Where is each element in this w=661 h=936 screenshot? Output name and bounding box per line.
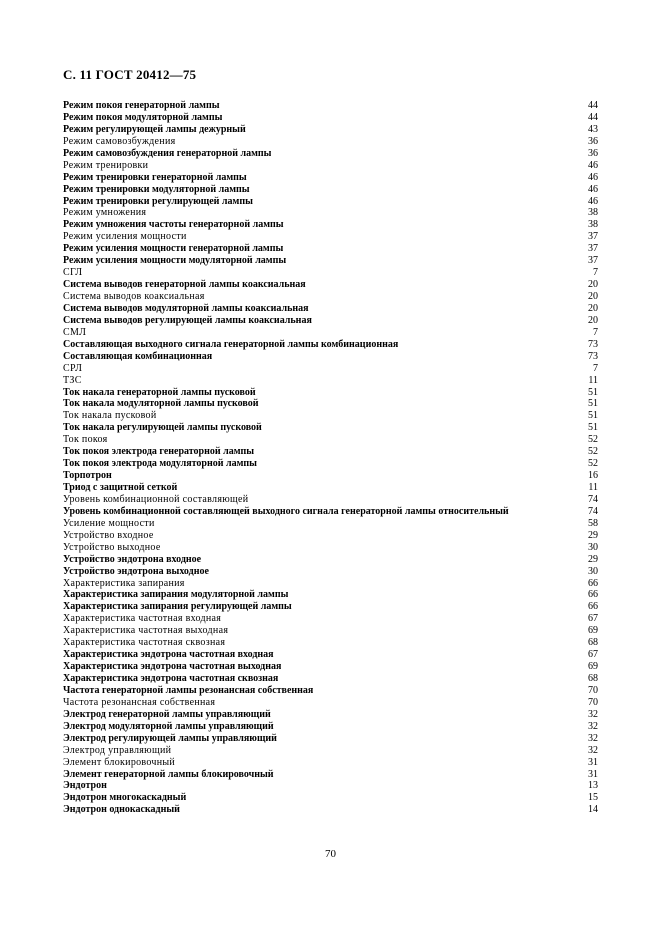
index-page-ref: 52 xyxy=(588,458,598,470)
index-term: СМЛ xyxy=(63,326,87,338)
page-header: С. 11 ГОСТ 20412—75 xyxy=(63,67,197,82)
index-page-ref: 67 xyxy=(588,613,598,625)
index-page-ref: 52 xyxy=(588,446,598,458)
index-page-ref: 36 xyxy=(588,147,598,159)
index-term: Система выводов коаксиальная xyxy=(63,291,205,302)
index-page-ref: 16 xyxy=(588,470,598,482)
index-page-ref: 68 xyxy=(588,637,598,649)
term-index-list xyxy=(63,100,598,816)
index-page-ref: 11 xyxy=(588,482,598,493)
index-page-ref: 32 xyxy=(588,732,598,744)
index-entry xyxy=(63,613,598,625)
index-page-ref: 70 xyxy=(588,696,598,708)
index-term: Частота резонансная собственная xyxy=(63,696,216,708)
index-page-ref: 52 xyxy=(588,434,598,446)
index-term: Уровень комбинационной составляющей xyxy=(63,493,249,505)
index-term: Уровень комбинационной составляющей выходного сигнала генераторной лампы относительный xyxy=(63,505,509,517)
index-term: Режим покоя модуляторной лампы xyxy=(63,111,223,123)
index-term: Электрод модуляторной лампы управляющий xyxy=(63,720,274,732)
index-term: СРЛ xyxy=(63,362,83,374)
index-page-ref: 46 xyxy=(588,171,598,183)
index-term: Режим регулирующей лампы дежурный xyxy=(63,123,246,135)
index-entry xyxy=(63,136,598,148)
index-page-ref: 14 xyxy=(588,804,598,816)
index-entry xyxy=(63,721,598,733)
index-entry xyxy=(63,327,598,339)
index-page-ref: 20 xyxy=(588,291,598,302)
index-term: Режим усиления мощности генераторной лампы xyxy=(63,243,284,255)
index-term: Характеристика запирания xyxy=(63,577,185,589)
index-entry xyxy=(63,243,598,255)
index-term: Составляющая выходного сигнала генераторной лампы комбинационная xyxy=(63,338,399,350)
index-term: Характеристика запирания регулирующей лампы xyxy=(63,601,292,613)
index-page-ref: 46 xyxy=(588,183,598,195)
index-entry xyxy=(63,100,598,112)
index-term: Триод с защитной сеткой xyxy=(63,482,178,493)
index-entry xyxy=(63,196,598,208)
index-entry xyxy=(63,422,598,434)
index-entry xyxy=(63,112,598,124)
index-entry xyxy=(63,148,598,160)
index-term: Характеристика частотная сквозная xyxy=(63,637,226,649)
index-term: Элемент блокировочный xyxy=(63,756,176,768)
index-page-ref: 46 xyxy=(588,159,598,171)
index-term: Устройство эндотрона входное xyxy=(63,553,202,565)
index-page-ref: 51 xyxy=(588,410,598,422)
index-entry xyxy=(63,733,598,745)
index-term: Электрод регулирующей лампы управляющий xyxy=(63,732,277,744)
index-entry xyxy=(63,446,598,458)
index-page-ref: 66 xyxy=(588,577,598,589)
index-page-ref: 32 xyxy=(588,720,598,732)
index-page-ref: 30 xyxy=(588,541,598,553)
index-term: Электрод управляющий xyxy=(63,744,172,756)
index-term: Режим тренировки модуляторной лампы xyxy=(63,183,250,195)
index-term: Характеристика эндотрона частотная сквозная xyxy=(63,673,279,684)
index-term: Система выводов модуляторной лампы коаксиальная xyxy=(63,302,309,314)
index-term: Ток покоя xyxy=(63,434,108,446)
index-term: Режим усиления мощности модуляторной лампы xyxy=(63,255,287,267)
index-page-ref: 15 xyxy=(588,792,598,804)
index-page-ref: 32 xyxy=(588,708,598,720)
index-term: Режим тренировки регулирующей лампы xyxy=(63,195,253,207)
index-entry xyxy=(63,231,598,243)
index-entry xyxy=(63,637,598,649)
index-term: Ток накала регулирующей лампы пусковой xyxy=(63,422,262,434)
index-page-ref: 29 xyxy=(588,553,598,565)
index-term: Ток покоя электрода модуляторной лампы xyxy=(63,458,257,470)
index-term: Элемент генераторной лампы блокировочный xyxy=(63,768,274,780)
index-page-ref: 58 xyxy=(588,517,598,529)
index-page-ref: 38 xyxy=(588,207,598,219)
index-term: Характеристика эндотрона частотная входная xyxy=(63,649,274,661)
index-entry xyxy=(63,339,598,351)
index-entry xyxy=(63,387,598,399)
index-page-ref: 11 xyxy=(588,374,598,386)
index-term: Эндотрон однокаскадный xyxy=(63,804,180,816)
index-entry xyxy=(63,566,598,578)
index-term: Электрод генераторной лампы управляющий xyxy=(63,708,271,720)
index-term: Режим самовозбуждения xyxy=(63,135,176,147)
index-page-ref: 67 xyxy=(588,649,598,661)
index-page-ref: 66 xyxy=(588,601,598,613)
index-page-ref: 20 xyxy=(588,314,598,326)
index-term: Характеристика эндотрона частотная выходная xyxy=(63,661,282,673)
index-page-ref: 36 xyxy=(588,135,598,147)
index-entry xyxy=(63,434,598,446)
index-entry xyxy=(63,589,598,601)
index-page-ref: 69 xyxy=(588,625,598,637)
index-term: ТЗС xyxy=(63,374,82,386)
index-entry xyxy=(63,578,598,590)
index-entry xyxy=(63,506,598,518)
index-page-ref: 73 xyxy=(588,350,598,362)
index-term: Режим умножения частоты генераторной лампы xyxy=(63,219,284,231)
index-term: Частота генераторной лампы резонансная собственная xyxy=(63,684,314,696)
index-entry xyxy=(63,470,598,482)
index-entry xyxy=(63,398,598,410)
index-page-ref: 70 xyxy=(588,684,598,696)
index-entry xyxy=(63,255,598,267)
index-page-ref: 74 xyxy=(588,493,598,505)
index-entry xyxy=(63,494,598,506)
index-page-ref: 68 xyxy=(588,673,598,684)
index-entry xyxy=(63,709,598,721)
index-entry xyxy=(63,124,598,136)
index-term: Устройство входное xyxy=(63,529,154,541)
index-term: Устройство выходное xyxy=(63,541,161,553)
index-page-ref: 46 xyxy=(588,195,598,207)
index-entry xyxy=(63,303,598,315)
index-page-ref: 44 xyxy=(588,100,598,111)
index-entry xyxy=(63,649,598,661)
index-term: Система выводов генераторной лампы коаксиальная xyxy=(63,279,306,291)
index-page-ref: 74 xyxy=(588,505,598,517)
index-entry xyxy=(63,291,598,303)
index-entry xyxy=(63,661,598,673)
index-page-ref: 73 xyxy=(588,338,598,350)
index-term: Характеристика частотная выходная xyxy=(63,625,229,637)
index-page-ref: 30 xyxy=(588,565,598,577)
index-page-ref: 32 xyxy=(588,744,598,756)
index-page-ref: 29 xyxy=(588,529,598,541)
index-term: Эндотрон многокаскадный xyxy=(63,792,187,804)
index-entry xyxy=(63,172,598,184)
page-number: 70 xyxy=(325,848,336,860)
index-entry xyxy=(63,757,598,769)
index-term: Ток накала модуляторной лампы пусковой xyxy=(63,398,259,410)
index-entry xyxy=(63,315,598,327)
index-entry xyxy=(63,267,598,279)
index-page-ref: 20 xyxy=(588,302,598,314)
index-page-ref: 13 xyxy=(588,780,598,792)
index-page-ref: 51 xyxy=(588,386,598,398)
index-term: Устройство эндотрона выходное xyxy=(63,565,209,577)
index-entry xyxy=(63,601,598,613)
index-page-ref: 37 xyxy=(588,243,598,255)
index-entry xyxy=(63,160,598,172)
index-entry xyxy=(63,769,598,781)
index-entry xyxy=(63,279,598,291)
index-term: Режим тренировки генераторной лампы xyxy=(63,171,247,183)
index-page-ref: 38 xyxy=(588,219,598,231)
index-term: Режим тренировки xyxy=(63,159,149,171)
index-term: Режим покоя генераторной лампы xyxy=(63,100,220,111)
index-entry xyxy=(63,351,598,363)
index-entry xyxy=(63,207,598,219)
index-page-ref: 51 xyxy=(588,422,598,434)
index-page-ref: 7 xyxy=(593,326,598,338)
index-page-ref: 31 xyxy=(588,768,598,780)
index-entry xyxy=(63,482,598,494)
index-page-ref: 31 xyxy=(588,756,598,768)
index-page-ref: 44 xyxy=(588,111,598,123)
index-page-ref: 43 xyxy=(588,123,598,135)
index-page-ref: 37 xyxy=(588,255,598,267)
index-entry xyxy=(63,518,598,530)
index-page-ref: 7 xyxy=(593,267,598,279)
index-term: Характеристика частотная входная xyxy=(63,613,222,625)
index-term: Усиление мощности xyxy=(63,517,155,529)
index-page-ref: 66 xyxy=(588,589,598,601)
index-entry xyxy=(63,685,598,697)
index-page-ref: 51 xyxy=(588,398,598,410)
index-entry xyxy=(63,458,598,470)
index-entry xyxy=(63,625,598,637)
index-term: Система выводов регулирующей лампы коаксиальная xyxy=(63,314,312,326)
index-term: Эндотрон xyxy=(63,780,107,792)
index-page-ref: 37 xyxy=(588,231,598,243)
index-entry xyxy=(63,542,598,554)
index-page-ref: 20 xyxy=(588,279,598,291)
index-term: Режим усиления мощности xyxy=(63,231,187,243)
index-entry xyxy=(63,410,598,422)
index-entry xyxy=(63,745,598,757)
index-term: Характеристика запирания модуляторной лампы xyxy=(63,589,289,601)
index-entry xyxy=(63,780,598,792)
index-term: Ток накала генераторной лампы пусковой xyxy=(63,386,256,398)
index-entry xyxy=(63,673,598,685)
index-entry xyxy=(63,792,598,804)
index-entry xyxy=(63,184,598,196)
index-term: Режим умножения xyxy=(63,207,147,219)
index-term: Режим самовозбуждения генераторной лампы xyxy=(63,147,272,159)
index-entry xyxy=(63,363,598,375)
index-page-ref: 7 xyxy=(593,362,598,374)
index-entry xyxy=(63,697,598,709)
index-term: Составляющая комбинационная xyxy=(63,350,213,362)
index-term: Ток покоя электрода генераторной лампы xyxy=(63,446,255,458)
index-entry xyxy=(63,530,598,542)
index-entry xyxy=(63,554,598,566)
index-term: СГЛ xyxy=(63,267,83,279)
index-page-ref: 69 xyxy=(588,661,598,673)
index-entry xyxy=(63,375,598,387)
index-term: Торпотрон xyxy=(63,470,112,482)
index-term: Ток накала пусковой xyxy=(63,410,157,422)
index-entry xyxy=(63,804,598,816)
index-entry xyxy=(63,219,598,231)
